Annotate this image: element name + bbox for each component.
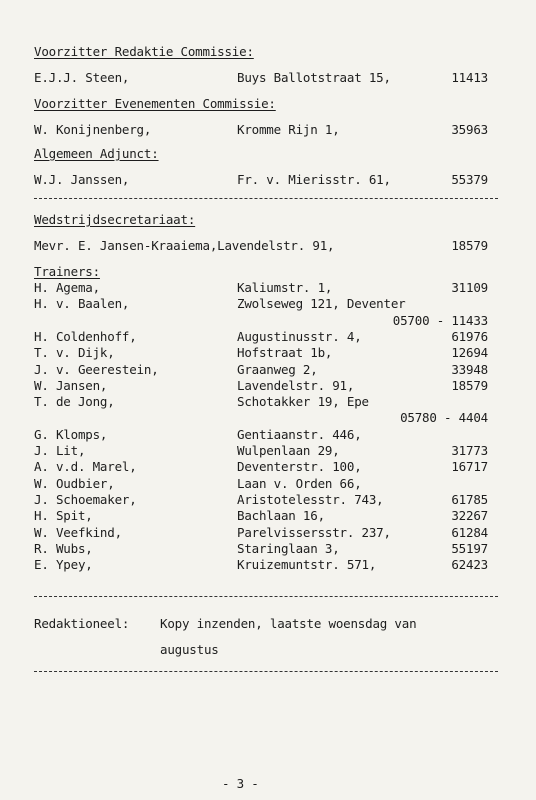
trainer-address: Aristotelesstr. 743,	[237, 492, 384, 507]
trainer-row	[34, 329, 498, 345]
trainer-address: Bachlaan 16,	[237, 508, 325, 523]
redaktioneel-text: Kopy inzenden, laatste woensdag van	[160, 616, 417, 631]
contact-row	[34, 122, 498, 138]
trainer-row	[34, 313, 498, 329]
contact-address: Fr. v. Mierisstr. 61,	[237, 172, 391, 187]
trainer-name: E. Ypey,	[34, 557, 93, 572]
trainer-address: Lavendelstr. 91,	[237, 378, 355, 393]
trainer-name: H. Agema,	[34, 280, 100, 295]
trainer-address: Schotakker 19, Epe	[237, 394, 369, 409]
trainer-phone: 16717	[451, 459, 488, 474]
trainer-row	[34, 541, 498, 557]
trainer-name: R. Wubs,	[34, 541, 93, 556]
redaktioneel-label: Redaktioneel:	[34, 616, 130, 631]
trainer-name: J. Lit,	[34, 443, 86, 458]
trainer-address: 05700 - 11433	[392, 313, 488, 328]
trainer-phone: 32267	[451, 508, 488, 523]
trainer-address: Laan v. Orden 66,	[237, 476, 362, 491]
trainer-row	[34, 459, 498, 475]
trainer-phone: 33948	[451, 362, 488, 377]
trainer-row	[34, 394, 498, 410]
contact-address: Buys Ballotstraat 15,	[237, 70, 391, 85]
heading-voorzitter-evenementen: Voorzitter Evenementen Commissie:	[34, 96, 276, 111]
trainer-name: H. Coldenhoff,	[34, 329, 137, 344]
trainer-address: Parelvissersstr. 237,	[237, 525, 391, 540]
trainer-name: A. v.d. Marel,	[34, 459, 137, 474]
trainer-phone: 61284	[451, 525, 488, 540]
trainer-address: Hofstraat 1b,	[237, 345, 333, 360]
trainer-address: Gentiaanstr. 446,	[237, 427, 362, 442]
trainer-name: W. Jansen,	[34, 378, 108, 393]
trainer-row	[34, 557, 498, 573]
trainer-address: Zwolseweg 121, Deventer	[237, 296, 406, 311]
contact-phone: 35963	[451, 122, 488, 137]
trainer-phone: 55197	[451, 541, 488, 556]
trainer-row	[34, 362, 498, 378]
contact-name: E.J.J. Steen,	[34, 70, 130, 85]
contact-name: W.J. Janssen,	[34, 172, 130, 187]
trainer-name: H. v. Baalen,	[34, 296, 130, 311]
trainer-address: Graanweg 2,	[237, 362, 318, 377]
dashed-divider	[34, 671, 498, 672]
contact-row	[34, 70, 498, 86]
heading-wedstrijdsecretariaat: Wedstrijdsecretariaat:	[34, 212, 196, 227]
trainer-name: J. v. Geerestein,	[34, 362, 159, 377]
trainer-row	[34, 410, 498, 426]
contact-phone: 18579	[451, 238, 488, 253]
trainer-address: Wulpenlaan 29,	[237, 443, 340, 458]
trainer-row	[34, 508, 498, 524]
trainer-address: 05780 - 4404	[400, 410, 488, 425]
trainer-name: W. Veefkind,	[34, 525, 122, 540]
contact-phone: 55379	[451, 172, 488, 187]
contact-address: Kromme Rijn 1,	[237, 122, 340, 137]
trainer-row	[34, 345, 498, 361]
trainer-name: T. de Jong,	[34, 394, 115, 409]
heading-trainers: Trainers:	[34, 264, 100, 279]
trainer-row	[34, 492, 498, 508]
dashed-divider	[34, 596, 498, 597]
trainer-name: T. v. Dijk,	[34, 345, 115, 360]
trainer-name: G. Klomps,	[34, 427, 108, 442]
trainer-row	[34, 443, 498, 459]
trainer-phone: 31773	[451, 443, 488, 458]
heading-algemeen-adjunct: Algemeen Adjunct:	[34, 146, 159, 161]
trainer-address: Augustinusstr. 4,	[237, 329, 362, 344]
trainer-row	[34, 280, 498, 296]
trainer-phone: 12694	[451, 345, 488, 360]
page-number: - 3 -	[222, 776, 259, 791]
trainer-phone: 18579	[451, 378, 488, 393]
trainer-row	[34, 525, 498, 541]
contact-phone: 11413	[451, 70, 488, 85]
redaktioneel-text-continued: augustus	[160, 642, 219, 657]
contact-row	[34, 238, 498, 254]
contact-row	[34, 172, 498, 188]
trainer-address: Deventerstr. 100,	[237, 459, 362, 474]
trainer-address: Kruizemuntstr. 571,	[237, 557, 377, 572]
trainer-name: H. Spit,	[34, 508, 93, 523]
trainer-phone: 61976	[451, 329, 488, 344]
contact-name: W. Konijnenberg,	[34, 122, 152, 137]
trainer-row	[34, 378, 498, 394]
contact-line: Mevr. E. Jansen-Kraaiema,Lavendelstr. 91,	[34, 238, 335, 253]
trainer-phone: 61785	[451, 492, 488, 507]
trainer-address: Staringlaan 3,	[237, 541, 340, 556]
trainer-phone: 31109	[451, 280, 488, 295]
trainer-name: J. Schoemaker,	[34, 492, 137, 507]
trainer-row	[34, 296, 498, 312]
trainer-phone: 62423	[451, 557, 488, 572]
trainer-address: Kaliumstr. 1,	[237, 280, 333, 295]
trainer-row	[34, 476, 498, 492]
trainer-name: W. Oudbier,	[34, 476, 115, 491]
trainer-row	[34, 427, 498, 443]
dashed-divider	[34, 198, 498, 199]
heading-voorzitter-redaktie: Voorzitter Redaktie Commissie:	[34, 44, 254, 59]
